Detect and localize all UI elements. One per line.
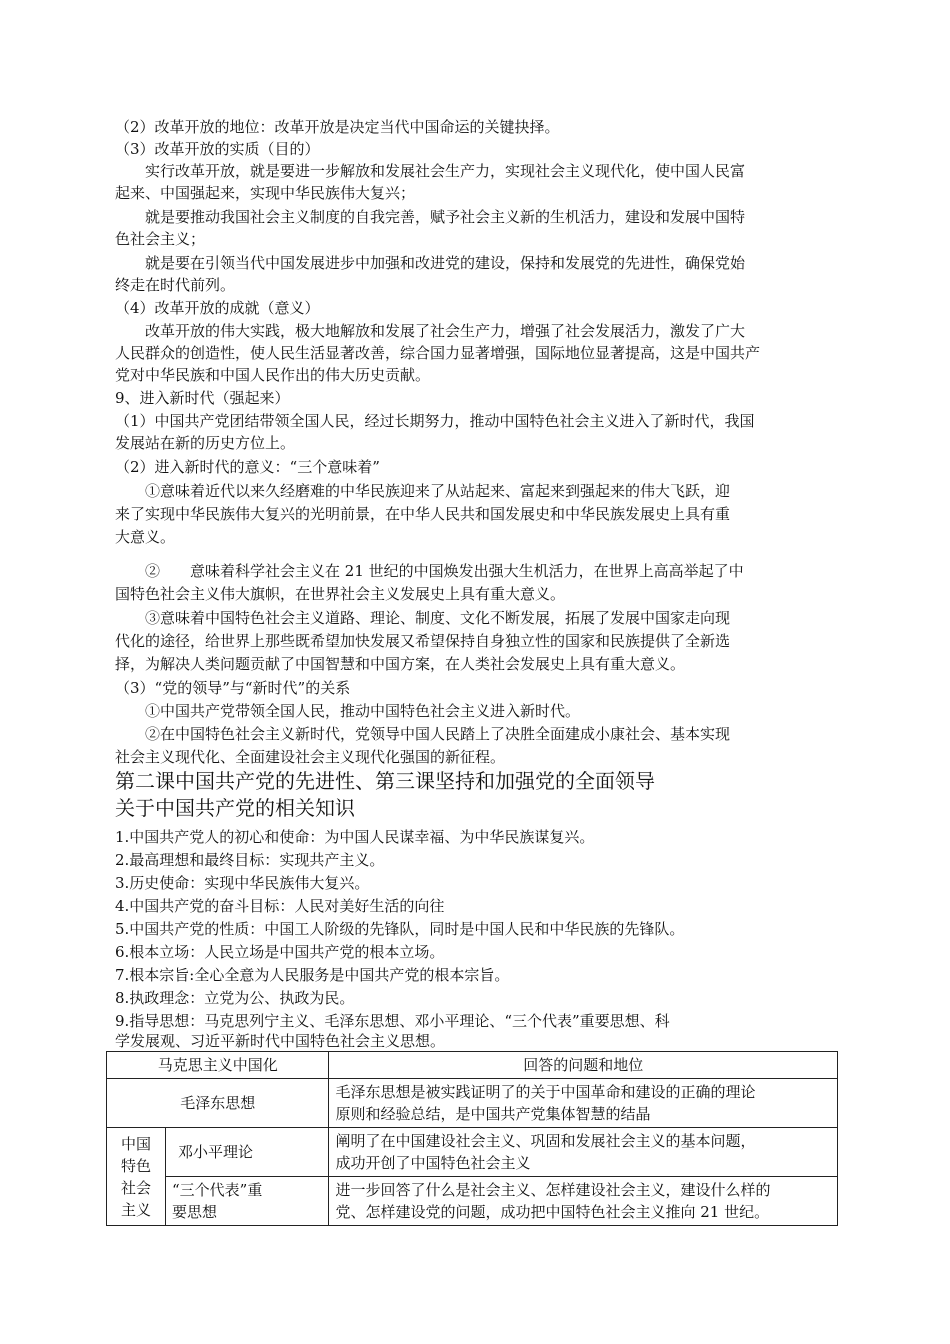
- text-line: 9、进入新时代（强起来）: [115, 389, 290, 407]
- table-cell: 邓小平理论: [166, 1128, 329, 1177]
- table-header-cell: 马克思主义中国化: [107, 1052, 329, 1079]
- cell-line: 党、怎样建设党的问题，成功把中国特色社会主义推向 21 世纪。: [335, 1203, 770, 1221]
- text-line: 色社会主义；: [115, 230, 206, 248]
- text-line: （2）进入新时代的意义：“三个意味着”: [115, 458, 380, 476]
- cell-line: 毛泽东思想是被实践证明了的关于中国革命和建设的正确的理论: [335, 1083, 756, 1101]
- text-line: （2）改革开放的地位：改革开放是决定当代中国命运的关键抉择。: [115, 118, 560, 136]
- cell-line: 特色: [120, 1156, 151, 1175]
- list-item: 1.中国共产党人的初心和使命：为中国人民谋幸福、为中华民族谋复兴。: [115, 828, 595, 846]
- section-subheading: 关于中国共产党的相关知识: [115, 796, 355, 820]
- cell-line: “三个代表”重: [172, 1181, 263, 1199]
- table-cell: [166, 1177, 329, 1226]
- cell-line: 要思想: [172, 1203, 218, 1221]
- list-item: 3.历史使命：实现中华民族伟大复兴。: [115, 874, 370, 892]
- text-line: （1）中国共产党团结带领全国人民，经过长期努力，推动中国特色社会主义进入了新时代，我国: [115, 412, 755, 430]
- table-header-row: [107, 1052, 838, 1079]
- text-line: 终走在时代前列。: [115, 276, 236, 294]
- text-line: 大意义。: [115, 528, 176, 546]
- text-line: ②在中国特色社会主义新时代，党领导中国人民踏上了决胜全面建成小康社会、基本实现: [115, 725, 731, 743]
- section-heading: 第二课中国共产党的先进性、第三课坚持和加强党的全面领导: [115, 769, 655, 793]
- text-line: 来了实现中华民族伟大复兴的光明前景，在中华人民共和国发展史和中华民族发展史上具有重: [115, 505, 731, 523]
- cell-line: 阐明了在中国建设社会主义、巩固和发展社会主义的基本问题，: [335, 1132, 756, 1150]
- text-line: 社会主义现代化、全面建设社会主义现代化强国的新征程。: [115, 748, 506, 766]
- list-item: 2.最高理想和最终目标：实现共产主义。: [115, 851, 385, 869]
- text-line: 起来、中国强起来，实现中华民族伟大复兴；: [115, 184, 416, 202]
- list-item: 4.中国共产党的奋斗目标：人民对美好生活的向往: [115, 897, 445, 915]
- table-row: [107, 1079, 838, 1128]
- text-line: 国特色社会主义伟大旗帜，在世界社会主义发展史上具有重大意义。: [115, 585, 566, 603]
- cell-line: 社会: [120, 1178, 151, 1197]
- text-line: 就是要在引领当代中国发展进步中加强和改进党的建设，保持和发展党的先进性，确保党始: [115, 254, 746, 272]
- table-cell: [329, 1079, 838, 1128]
- cell-line: 中国: [120, 1134, 151, 1153]
- text-line: ③意味着中国特色社会主义道路、理论、制度、文化不断发展，拓展了发展中国家走向现: [115, 609, 731, 627]
- list-item: 5.中国共产党的性质：中国工人阶级的先锋队，同时是中国人民和中华民族的先锋队。: [115, 920, 685, 938]
- text-line: 人民群众的创造性，使人民生活显著改善，综合国力显著增强，国际地位显著提高，这是中国共产: [115, 344, 761, 362]
- text-line: ② 意味着科学社会主义在 21 世纪的中国焕发出强大生机活力，在世界上高高举起了中: [115, 562, 744, 580]
- table-header-cell: 回答的问题和地位: [329, 1052, 838, 1079]
- table-row: [107, 1177, 838, 1226]
- cell-line: 进一步回答了什么是社会主义、怎样建设社会主义，建设什么样的: [335, 1181, 771, 1199]
- table-cell: [329, 1128, 838, 1177]
- table-cell: [329, 1177, 838, 1226]
- list-item: 9.指导思想：马克思列宁主义、毛泽东思想、邓小平理论、“三个代表”重要思想、科: [115, 1012, 670, 1030]
- text-line: （3）改革开放的实质（目的）: [115, 140, 320, 158]
- table-cell: 毛泽东思想: [107, 1079, 329, 1128]
- text-line: 发展站在新的历史方位上。: [115, 434, 296, 452]
- cell-line: 主义: [120, 1200, 151, 1219]
- text-line: 改革开放的伟大实践，极大地解放和发展了社会生产力，增强了社会发展活力，激发了广大: [115, 322, 746, 340]
- text-line: 实行改革开放，就是要进一步解放和发展社会生产力，实现社会主义现代化，使中国人民富: [115, 162, 746, 180]
- list-item: 7.根本宗旨:全心全意为人民服务是中国共产党的根本宗旨。: [115, 966, 510, 984]
- cell-line: 成功开创了中国特色社会主义: [335, 1154, 531, 1172]
- table-group-cell: [107, 1128, 166, 1226]
- marxism-sinicization-table: [106, 1051, 838, 1226]
- text-line: 就是要推动我国社会主义制度的自我完善，赋予社会主义新的生机活力，建设和发展中国特: [115, 208, 746, 226]
- text-line: 择，为解决人类问题贡献了中国智慧和中国方案，在人类社会发展史上具有重大意义。: [115, 655, 686, 673]
- list-item: 6.根本立场：人民立场是中国共产党的根本立场。: [115, 943, 445, 961]
- text-line: ①意味着近代以来久经磨难的中华民族迎来了从站起来、富起来到强起来的伟大飞跃，迎: [115, 482, 731, 500]
- list-item: 8.执政理念：立党为公、执政为民。: [115, 989, 355, 1007]
- text-line: 党对中华民族和中国人民作出的伟大历史贡献。: [115, 366, 431, 384]
- text-line: （3）“党的领导”与“新时代”的关系: [115, 679, 351, 697]
- text-line: ①中国共产党带领全国人民，推动中国特色社会主义进入新时代。: [115, 702, 581, 720]
- table-row: [107, 1128, 838, 1177]
- list-item: 学发展观、习近平新时代中国特色社会主义思想。: [115, 1032, 446, 1050]
- text-line: 代化的途径，给世界上那些既希望加快发展又希望保持自身独立性的国家和民族提供了全新选: [115, 632, 731, 650]
- text-line: （4）改革开放的成就（意义）: [115, 299, 320, 317]
- cell-line: 原则和经验总结，是中国共产党集体智慧的结晶: [335, 1105, 651, 1123]
